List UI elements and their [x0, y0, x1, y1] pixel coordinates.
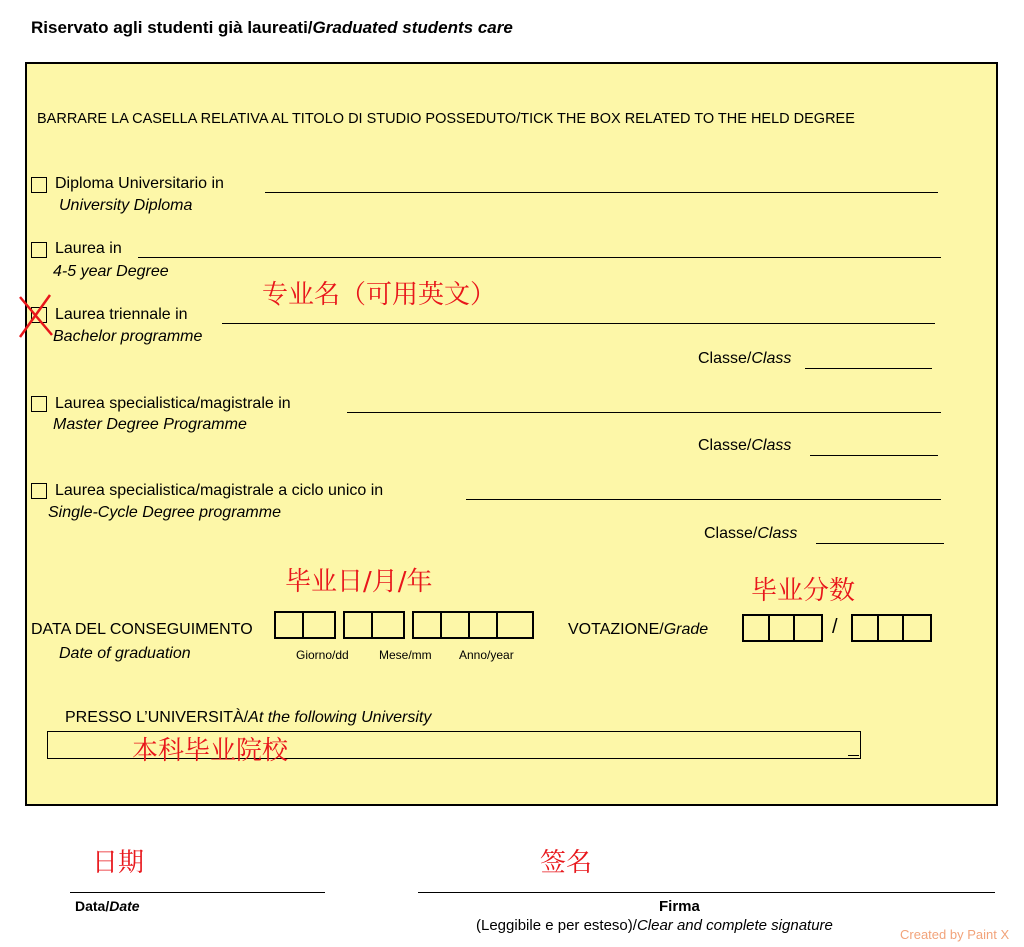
degree-line-laurea-magistrale[interactable]	[347, 412, 941, 413]
degree-sub-ciclo-unico: Single-Cycle Degree programme	[48, 504, 281, 521]
checkbox-laurea[interactable]	[31, 242, 47, 258]
class-label-magistrale: Classe/Class	[698, 437, 792, 454]
annotation-signature: 签名	[540, 848, 593, 878]
annotation-grad-date: 毕业日/月/年	[285, 567, 433, 597]
checkbox-university-diploma[interactable]	[31, 177, 47, 193]
month-digit-boxes[interactable]	[343, 611, 405, 639]
grade-label: VOTAZIONE/Grade	[568, 621, 709, 638]
degree-sub-university-diploma: University Diploma	[59, 197, 193, 214]
degree-sub-laurea-magistrale: Master Degree Programme	[53, 416, 247, 433]
class-label-triennale: Classe/Class	[698, 350, 792, 367]
degree-line-laurea-triennale[interactable]	[222, 323, 935, 324]
grade-digit-boxes[interactable]	[742, 614, 823, 642]
degree-sub-laurea: 4-5 year Degree	[53, 263, 169, 280]
header-title-italic: Graduated students care	[312, 18, 513, 37]
degree-line-ciclo-unico[interactable]	[466, 499, 941, 500]
year-digit-boxes[interactable]	[412, 611, 534, 639]
checkbox-ciclo-unico[interactable]	[31, 483, 47, 499]
class-label-ciclo-unico: Classe/Class	[704, 525, 798, 542]
class-line-ciclo-unico[interactable]	[816, 543, 944, 544]
degree-line-university-diploma[interactable]	[265, 192, 938, 193]
annotation-grade: 毕业分数	[751, 576, 856, 606]
year-caption: Anno/year	[459, 648, 514, 662]
grade-separator: /	[832, 616, 838, 638]
footer-date-label: Data/Date	[75, 898, 140, 914]
watermark-text: Created by Paint X	[900, 927, 1010, 942]
annotation-major: 专业名（可用英文）	[262, 280, 497, 310]
degree-label-ciclo-unico: Laurea specialistica/magistrale a ciclo unico in	[55, 482, 384, 499]
annotation-date: 日期	[92, 848, 145, 878]
grade-max-digit-boxes[interactable]	[851, 614, 932, 642]
class-line-triennale[interactable]	[805, 368, 932, 369]
degree-label-laurea-triennale: Laurea triennale in	[55, 306, 188, 323]
page-header	[31, 18, 513, 38]
degree-form-box	[25, 62, 998, 806]
graduation-date-label: DATA DEL CONSEGUIMENTO	[31, 621, 253, 638]
graduation-date-sub: Date of graduation	[59, 645, 191, 662]
degree-label-laurea-magistrale: Laurea specialistica/magistrale in	[55, 395, 291, 412]
header-title-plain: Riservato agli studenti già laureati/	[31, 18, 313, 37]
day-digit-boxes[interactable]	[274, 611, 336, 639]
footer-sign-sub: (Leggibile e per esteso)/Clear and complete signature	[476, 917, 833, 934]
day-caption: Giorno/dd	[296, 648, 349, 662]
checkbox-laurea-magistrale[interactable]	[31, 396, 47, 412]
footer-sign-label: Firma	[659, 898, 700, 915]
cross-mark-icon	[16, 293, 56, 339]
degree-label-university-diploma: Diploma Universitario in	[55, 175, 224, 192]
annotation-university: 本科毕业院校	[132, 736, 289, 766]
university-label: PRESSO L’UNIVERSITÀ/At the following University	[65, 709, 432, 726]
degree-sub-laurea-triennale: Bachelor programme	[53, 328, 203, 345]
date-signature-line[interactable]	[70, 892, 325, 893]
degree-label-laurea: Laurea in	[55, 240, 122, 257]
degree-line-laurea[interactable]	[138, 257, 941, 258]
month-caption: Mese/mm	[379, 648, 432, 662]
instruction-text: BARRARE LA CASELLA RELATIVA AL TITOLO DI STUDIO POSSEDUTO/TICK THE BOX RELATED TO THE HELD DEGREE	[37, 111, 855, 127]
university-box-underscore	[848, 755, 859, 756]
class-line-magistrale[interactable]	[810, 455, 938, 456]
signature-line[interactable]	[418, 892, 995, 893]
